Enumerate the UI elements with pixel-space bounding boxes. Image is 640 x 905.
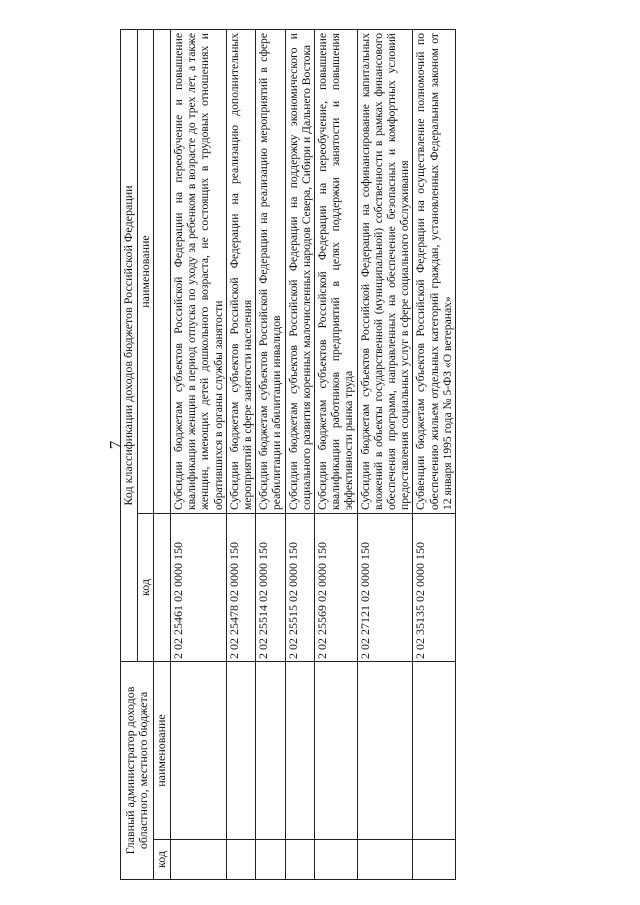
- classification-name-cell: Субсидии бюджетам субъектов Российской Федерации на поддержку экономического и социального развития коренных малочисленных народов Севера, Сибири и Дальнего Востока: [285, 30, 314, 514]
- admin-name-cell: [413, 662, 456, 840]
- classification-name-cell: Субсидии бюджетам субъектов Российской Федерации на софинансирование капитальных вложений в объекты государственной (муниципальной) собственности в рамках финансового обеспечения программ, направленных на обеспечение безопасных и комфортных условий предоставления социальных услуг в сфере социального обслуживания: [357, 30, 413, 514]
- header-spacer-name: [154, 30, 171, 514]
- admin-code-cell: [413, 840, 456, 880]
- admin-name-cell: [315, 662, 358, 840]
- classification-name-cell: Субсидии бюджетам субъектов Российской Федерации на реализацию дополнительных мероприятий в сфере занятости населения: [226, 30, 255, 514]
- admin-name-cell: [226, 662, 255, 840]
- classification-name-cell: Субсидии бюджетам субъектов Российской Федерации на переобучение, повышение квалификации работников предприятий в целях поддержки занятости и повышения эффективности рынка труда: [315, 30, 358, 514]
- classification-name-cell: Субсидии бюджетам субъектов Российской Федерации на реализацию мероприятий в сфере реабилитации и абилитации инвалидов: [256, 30, 285, 514]
- table-row: [256, 30, 285, 880]
- admin-name-cell: [285, 662, 314, 840]
- admin-name-cell: [357, 662, 413, 840]
- header-name-budget: наименование: [137, 30, 154, 514]
- admin-name-cell: [256, 662, 285, 840]
- table-row: [357, 30, 413, 880]
- header-budget-classification: Код классификации доходов бюджетов Российской Федерации: [121, 30, 138, 662]
- classification-code-cell: 2 02 25515 02 0000 150: [285, 514, 314, 662]
- table-row: [226, 30, 255, 880]
- admin-code-cell: [171, 840, 227, 880]
- page-number: 7: [106, 440, 125, 450]
- table-row: [315, 30, 358, 880]
- classification-code-cell: 2 02 25514 02 0000 150: [256, 514, 285, 662]
- classification-code-cell: 2 02 27121 02 0000 150: [357, 514, 413, 662]
- admin-code-cell: [315, 840, 358, 880]
- header-code-admin: код: [154, 840, 171, 880]
- admin-code-cell: [357, 840, 413, 880]
- classification-code-cell: 2 02 25478 02 0000 150: [226, 514, 255, 662]
- header-code-budget: код: [137, 514, 154, 662]
- header-admin: Главный администратор доходов областного, местного бюджета: [121, 662, 154, 880]
- header-spacer-code: [154, 514, 171, 662]
- table-row: [171, 30, 227, 880]
- classification-code-cell: 2 02 25569 02 0000 150: [315, 514, 358, 662]
- rotated-document: [120, 30, 526, 880]
- header-name-admin: наименование: [154, 662, 171, 840]
- classification-code-cell: 2 02 25461 02 0000 150: [171, 514, 227, 662]
- table-row: [285, 30, 314, 880]
- admin-code-cell: [256, 840, 285, 880]
- classification-code-cell: 2 02 35135 02 0000 150: [413, 514, 456, 662]
- admin-code-cell: [285, 840, 314, 880]
- classification-name-cell: Субвенции бюджетам субъектов Российской Федерации на осуществление полномочий по обеспечению жильем отдельных категорий граждан, установленных Федеральным законом от 12 января 1995 года № 5-ФЗ «О ветеранах»: [413, 30, 456, 514]
- budget-classification-table: [120, 29, 456, 880]
- admin-name-cell: [171, 662, 227, 840]
- admin-code-cell: [226, 840, 255, 880]
- classification-name-cell: Субсидии бюджетам субъектов Российской Федерации на переобучение и повышение квалификации женщин в период отпуска по уходу за ребенком в возрасте до трех лет, а также женщин, имеющих детей дошкольного возраста, не состоящих в трудовых отношениях и обратившихся в органы службы занятости: [171, 30, 227, 514]
- table-row: [413, 30, 456, 880]
